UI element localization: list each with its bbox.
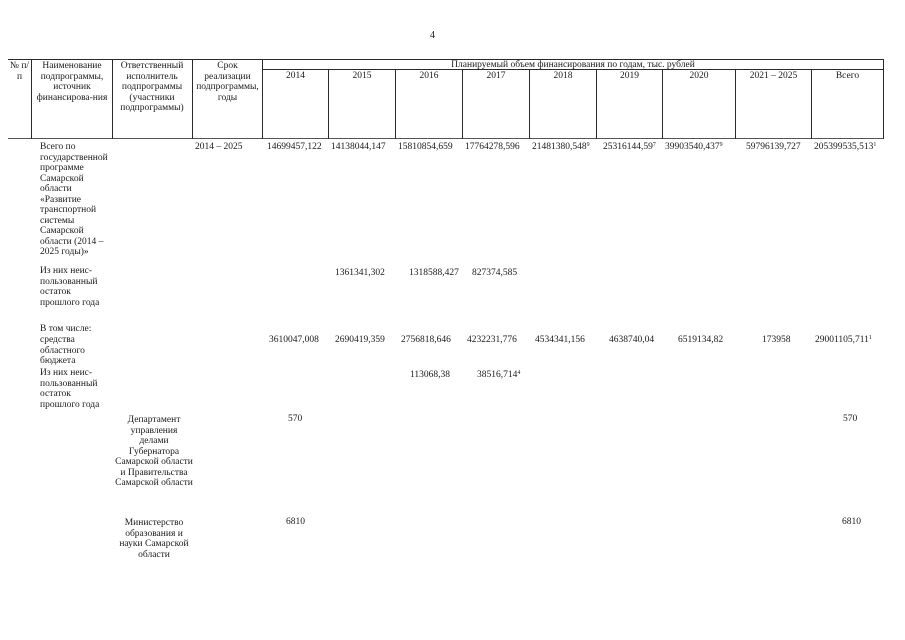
regional-budget-sum [815,335,872,346]
program-total-2018 [532,142,590,153]
header-year-2014: 2014 [286,71,305,81]
unused-remainder-2-label: Из них неис-пользованный остаток прошлого года [40,368,100,410]
program-total-2020-value: 39903540,437 [665,142,720,152]
program-total-2014: 14699457,122 [267,142,322,152]
ministry-education-sum: 6810 [842,517,861,527]
header-financing: Планируемый объем финансирования по годам, тыс. рублей [451,60,695,70]
header-num: № п/п [9,61,30,82]
program-total-term: 2014 – 2025 [195,142,243,152]
program-total-2015: 14138044,147 [331,142,386,152]
program-total-sum-value: 205399535,513 [814,142,874,152]
program-total-2019-value: 25316144,59 [603,142,653,152]
header-term: Срок реализации подпрограммы, годы [196,61,259,103]
regional-budget-label-2: средства областного бюджета [40,335,85,366]
ministry-education-label: Министерство образования и науки Самарской области [119,518,189,560]
program-total-2016: 15810854,659 [398,142,453,152]
header-executor: Ответственный исполнитель подпрограммы (участники подпрограммы) [120,61,184,113]
program-total-sum [814,142,876,153]
header-year-2021-2025: 2021 – 2025 [749,71,798,81]
header-total: Всего [835,71,860,81]
header-name: Наименование подпрограммы, источник финансирова-ния [36,61,108,103]
header-year-2020: 2020 [689,71,709,81]
regional-budget-2021-2025: 173958 [762,335,791,345]
regional-budget-2019: 4638740,04 [609,335,655,345]
unused-remainder-2-2017 [477,370,520,381]
unused-remainder-1-2015: 1361341,302 [335,268,385,278]
program-total-2020 [665,142,723,153]
regional-budget-2017: 4232231,776 [467,335,517,345]
page-number: 4 [430,30,435,41]
regional-budget-2018: 4534341,156 [535,335,585,345]
header-year-2018: 2018 [553,71,573,81]
regional-budget-sum-value: 29001105,711 [815,335,869,345]
header-year-2015: 2015 [352,71,372,81]
program-total-2017: 17764278,596 [465,142,520,152]
unused-remainder-1-2016: 1318588,427 [409,268,459,278]
dept-governor-sum: 570 [843,414,858,424]
unused-remainder-1-label: Из них неис-пользованный остаток прошлого года [40,266,100,308]
program-total-2018-value: 21481380,548 [532,142,587,152]
unused-remainder-2-2016: 113068,38 [410,370,451,380]
program-total-2021-2025: 59796139,727 [746,142,801,152]
dept-governor-label: Департамент управления делами Губернатора Самарской области и Правительства Самарской области [115,415,193,488]
program-total-2019 [603,142,656,153]
footnote-mark: 1 [868,335,872,341]
footnote-mark: 7 [652,142,656,148]
ministry-education-2014: 6810 [286,517,305,527]
unused-remainder-2-2017-value: 38516,714 [477,370,518,380]
footnote-mark: 4 [517,370,521,376]
header-year-2019: 2019 [620,71,639,81]
regional-budget-2016: 2756818,646 [401,335,451,345]
regional-budget-2020: 6519134,82 [678,335,724,345]
header-year-2016: 2016 [419,71,439,81]
program-total-label: Всего по государственной программе Самарской области «Развитие транспортной системы Самарской области (2014 – 2025 годы)» [40,142,108,257]
header-year-2017: 2017 [486,71,506,81]
regional-budget-2015: 2690419,359 [335,335,385,345]
footnote-mark: 9 [586,142,590,148]
footnote-mark: 9 [719,142,723,148]
footnote-mark: 1 [873,142,877,148]
regional-budget-2014: 3610047,008 [269,335,319,345]
regional-budget-label-1: В том числе: [40,324,92,334]
unused-remainder-1-2017: 827374,585 [472,268,518,278]
dept-governor-2014: 570 [288,414,303,424]
